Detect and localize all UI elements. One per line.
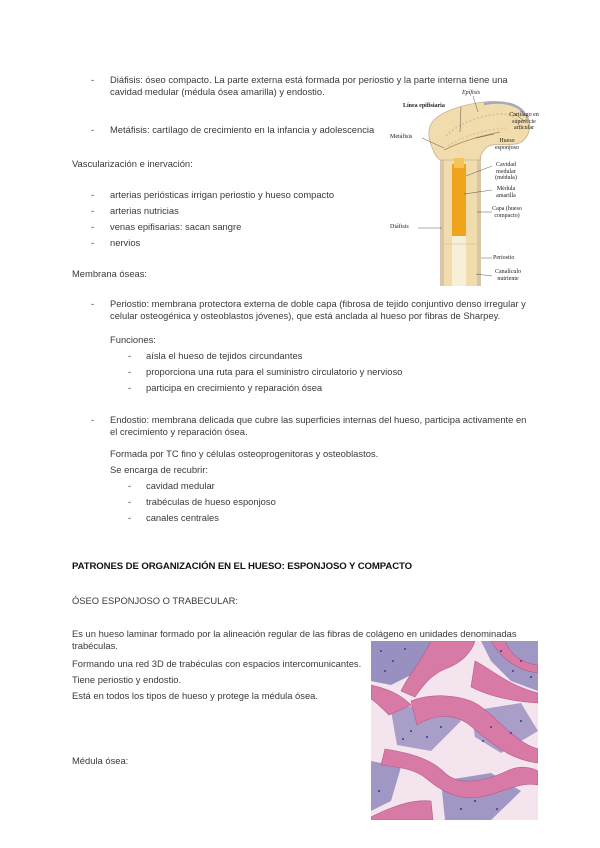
label-cartilago: Cartílago en superficie articular xyxy=(509,112,539,131)
histology-micrograph xyxy=(371,641,538,820)
esponjoso-intro: Es un hueso laminar formado por la alineación regular de las fibras de colágeno en unidades denominadas trabéculas. xyxy=(72,628,517,651)
bullet-dash: - xyxy=(128,480,132,491)
list-item: venas epifisarias: sacan sangre xyxy=(110,221,242,232)
trabecular-bone-image xyxy=(371,641,538,820)
recubrir-title: Se encarga de recubrir: xyxy=(110,464,208,475)
bullet-dash: - xyxy=(91,74,95,85)
endostio-text: Endostio: membrana delicada que cubre las superficies internas del hueso, participa activamente en el crecimiento y reparación ósea. xyxy=(110,414,527,437)
section-subheading: ÓSEO ESPONJOSO O TRABECULAR: xyxy=(72,595,239,606)
list-item: nervios xyxy=(110,237,141,248)
endostio-formada-text: Formada por TC fino y células osteoprogenitoras y osteoblastos. xyxy=(110,448,379,459)
periostio-text: Periostio: membrana protectora externa de doble capa (fibrosa de tejido conjuntivo denso irregular y celular osteogénica y osteoblastos jóvenes), que está anclada al hueso por fibras de Sharpey. xyxy=(110,298,526,321)
list-item: arterias periósticas irrigan periostio y hueso compacto xyxy=(110,189,335,200)
label-cavidad-medular: Cavidad medular (médula) xyxy=(495,162,517,181)
list-item: participa en crecimiento y reparación ósea xyxy=(146,382,323,393)
esponjoso-line: Tiene periostio y endostio. xyxy=(72,674,182,685)
label-canaliculo: Canalículo nutriente xyxy=(495,269,521,282)
bullet-dash: - xyxy=(128,366,132,377)
label-medula-amarilla: Médula amarilla xyxy=(496,186,516,199)
bullet-dash: - xyxy=(91,124,95,135)
yellow-marrow-shape xyxy=(452,164,466,236)
bullet-dash: - xyxy=(128,496,132,507)
label-hueso-esponjoso: Hueso esponjoso xyxy=(495,138,519,151)
medula-label: Médula ósea: xyxy=(72,755,129,766)
bullet-dash: - xyxy=(91,298,95,309)
label-epifisis: Epífisis xyxy=(462,90,481,96)
list-item: trabéculas de hueso esponjoso xyxy=(146,496,276,507)
vascularizacion-title: Vascularización e inervación: xyxy=(72,158,193,169)
list-item: aísla el hueso de tejidos circundantes xyxy=(146,350,303,361)
section-heading: PATRONES DE ORGANIZACIÓN EN EL HUESO: ESPONJOSO Y COMPACTO xyxy=(72,561,412,572)
label-diafisis: Diáfisis xyxy=(390,224,409,230)
esponjoso-line: Formando una red 3D de trabéculas con espacios intercomunicantes. xyxy=(72,658,362,669)
list-item: canales centrales xyxy=(146,512,219,523)
membrana-title: Membrana óseas: xyxy=(72,268,148,279)
bullet-dash: - xyxy=(128,382,132,393)
bullet-dash: - xyxy=(91,189,95,200)
list-item: cavidad medular xyxy=(146,480,215,491)
diafisis-text: Diáfisis: óseo compacto. La parte externa está formada por periostio y la parte interna tiene una cavidad medular (médula ósea amarilla) y endostio. xyxy=(110,74,508,97)
list-item: proporciona una ruta para el suministro circulatorio y nervioso xyxy=(146,366,403,377)
label-periostio: Periostio xyxy=(493,255,515,261)
bullet-dash: - xyxy=(91,221,95,232)
bullet-dash: - xyxy=(91,205,95,216)
list-item: arterias nutricias xyxy=(110,205,179,216)
bullet-dash: - xyxy=(128,512,132,523)
label-capa: Capa (hueso compacto) xyxy=(492,206,522,219)
bullet-dash: - xyxy=(91,237,95,248)
label-metafisis: Metáfisis xyxy=(390,134,413,140)
esponjoso-line: Está en todos los tipos de hueso y protege la médula ósea. xyxy=(72,690,318,701)
bone-diagram xyxy=(388,86,540,286)
bullet-dash: - xyxy=(91,414,95,425)
label-linea-epifisaria: Línea epifisiaria xyxy=(403,103,445,109)
bullet-dash: - xyxy=(128,350,132,361)
funciones-title: Funciones: xyxy=(110,334,156,345)
metafisis-text: Metáfisis: cartílago de crecimiento en la infancia y adolescencia xyxy=(110,124,375,135)
